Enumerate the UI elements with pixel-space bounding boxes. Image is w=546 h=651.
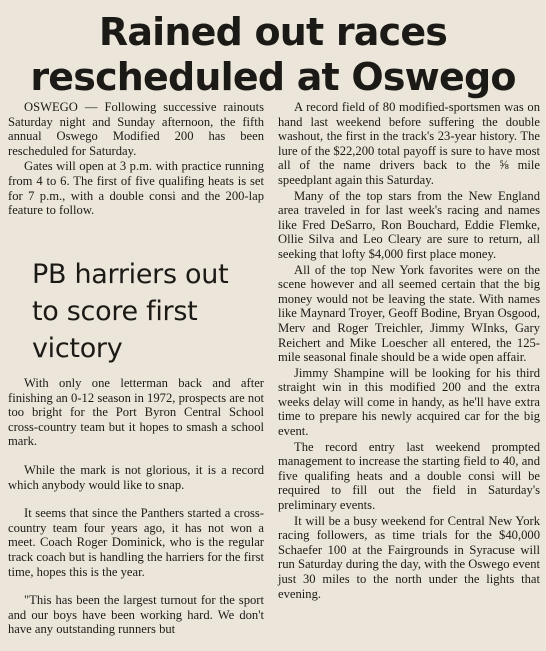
article-paragraph: "This has been the largest turnout for the sport and our boys have been working hard. We don't have any outstanding runners but bbox=[8, 593, 264, 637]
article-oswego-left-column bbox=[8, 100, 264, 219]
article-paragraph: It will be a busy weekend for Central New York racing followers, as time trials for the $40,000 Schaefer 100 at the Fairgrounds in Syracuse will run Saturday during the day, with the Oswego event just 30 miles to the north under the lights that evening. bbox=[278, 513, 540, 601]
article-paragraph: With only one letterman back and after finishing an 0-12 season in 1972, prospects are not too bright for the Port Byron Central School cross-country team but it hopes to smash a school mark. bbox=[8, 376, 264, 449]
article-paragraph: Gates will open at 3 p.m. with practice running from 4 to 6. The first of five qualifing heats is set for 7 p.m., with a double consi and the 200-lap feature to follow. bbox=[8, 159, 264, 218]
main-headline: Rained out races rescheduled at Oswego bbox=[30, 10, 516, 99]
article-paragraph: The record entry last weekend prompted management to increase the starting field to 40, and five qualifing heats and a double consi will be required to fill out the field in Saturday's preliminary events. bbox=[278, 439, 540, 513]
sub-headline: PB harriers out to score first victory bbox=[32, 259, 229, 364]
article-paragraph: All of the top New York favorites were on the scene however and all seemed certain that the big money would not be leaving the state. With names like Maynard Troyer, Geoff Bodine, Bryan Osgood, Merv and Roger Treichler, Jimmy WInks, Gary Reichert and Mike Loescher all entered, the 125-mile seasonal finale should be a wide open affair. bbox=[278, 262, 540, 365]
article-oswego-right-column bbox=[278, 100, 540, 602]
article-paragraph: A record field of 80 modified-sportsmen was on hand last weekend before suffering the double washout, the first in the track's 23-year history. The lure of the $22,200 total payoff is sure to have most all of the name drivers back to the ⅝ mile speedplant again this Saturday. bbox=[278, 100, 540, 187]
article-paragraph: While the mark is not glorious, it is a record which anybody would like to snap. bbox=[8, 462, 264, 492]
article-paragraph: It seems that since the Panthers started a cross-country team four years ago, it has not won a meet. Coach Roger Dominick, who is the regular track coach but is handling the harriers for the first time, hopes this is the year. bbox=[8, 506, 264, 579]
article-paragraph: Jimmy Shampine will be looking for his third straight win in this modified 200 and the extra weeks delay will come in handy, as he'll have extra time to prepare his newly acquired car for the big event. bbox=[278, 365, 540, 439]
article-paragraph: OSWEGO — Following successive rainouts Saturday night and Sunday afternoon, the fifth annual Oswego Modified 200 has been rescheduled for Saturday. bbox=[8, 100, 264, 158]
article-harriers-column bbox=[8, 376, 264, 651]
article-paragraph: Many of the top stars from the New England area traveled in for last week's racing and names like Fred DeSarro, Ron Bouchard, Eddie Flemke, Ollie Silva and Leo Cleary are sure to return, all seeking that lofty $4,000 first place money. bbox=[278, 188, 540, 261]
